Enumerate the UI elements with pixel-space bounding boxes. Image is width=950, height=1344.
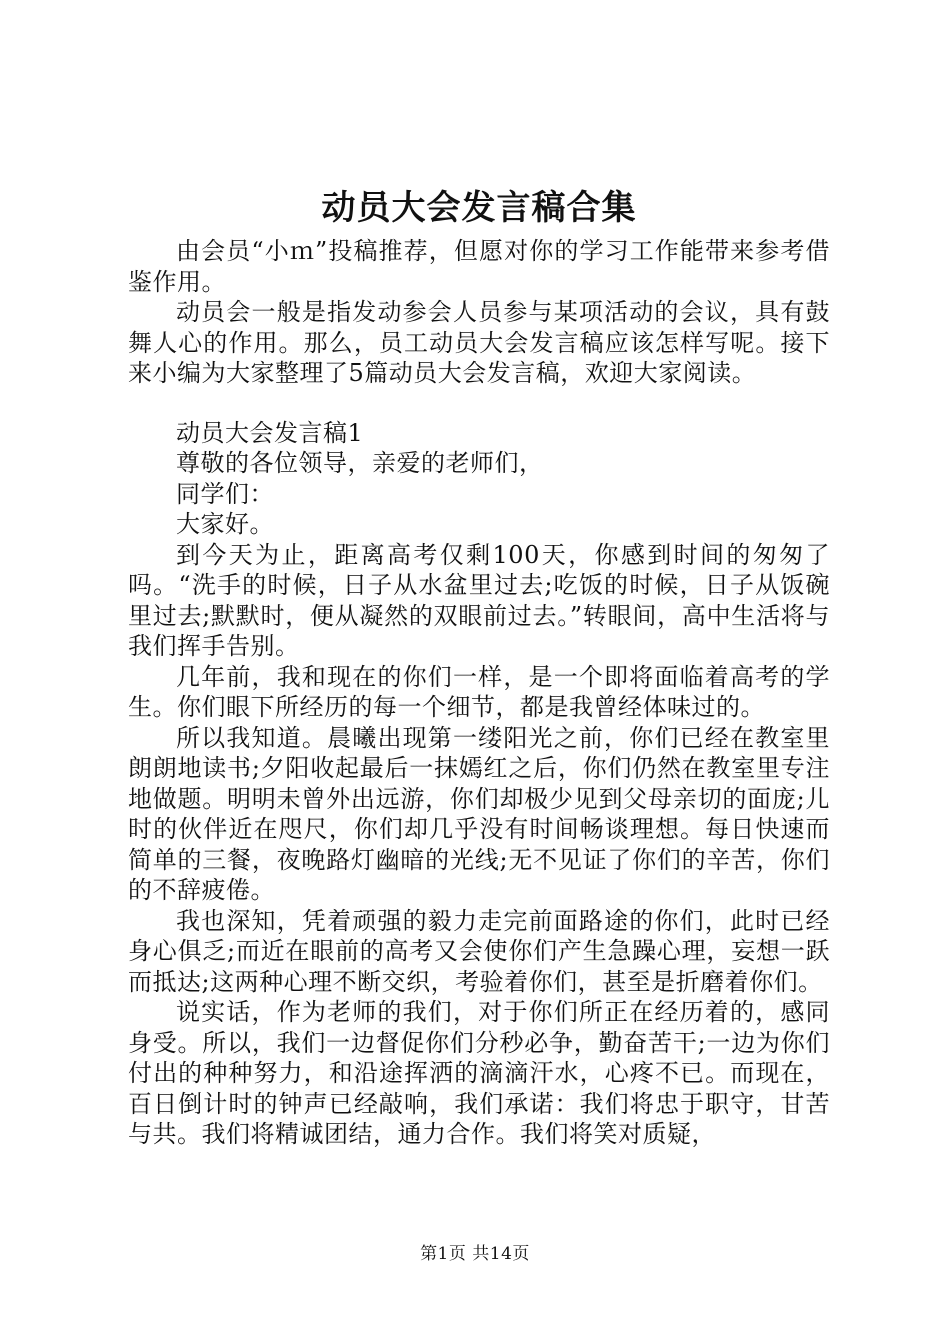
- document-title: 动员大会发言稿合集: [321, 188, 637, 228]
- paragraph-i-understand: 我也深知，凭着顽强的毅力走完前面路途的你们，此时已经身心俱乏;而近在眼前的高考又会使你们产生急躁心理，妄想一跃而抵达;这两种心理不断交织，考验着你们，甚至是折磨着你们。: [128, 906, 830, 996]
- paragraph-i-know: 所以我知道。晨曦出现第一缕阳光之前，你们已经在教室里朗朗地读书;夕阳收起最后一抹嫣红之后，你们仍然在教室里专注地做题。明明未曾外出远游，你们却极少见到父母亲切的面庞;儿时的伙伴近在咫尺，你们却几乎没有时间畅谈理想。每日快速而简单的三餐，夜晚路灯幽暗的光线;无不见证了你们的辛苦，你们的不辞疲倦。: [128, 723, 830, 904]
- page-footer: 第1页 共14页: [420, 1244, 530, 1264]
- paragraph-intro-recommendation: 由会员“小ｍ”投稿推荐，但愿对你的学习工作能带来参考借鉴作用。: [128, 237, 830, 296]
- section-heading-speech-1: 动员大会发言稿1: [176, 418, 364, 447]
- paragraph-100-days: 到今天为止，距离高考仅剩100天，你感到时间的匆匆了吗。“洗手的时候，日子从水盆里过去;吃饭的时候，日子从饭碗里过去;默默时，便从凝然的双眼前过去。”转眼间，高中生活将与我们挥手告别。: [128, 540, 830, 660]
- paragraph-teachers-promise: 说实话，作为老师的我们，对于你们所正在经历着的，感同身受。所以，我们一边督促你们分秒必争，勤奋苦干;一边为你们付出的种种努力，和沿途挥洒的滴滴汗水，心疼不已。而现在，百日倒计时的钟声已经敲响，我们承诺：我们将忠于职守，甘苦与共。我们将精诚团结，通力合作。我们将笑对质疑，: [128, 998, 830, 1148]
- salutation-students: 同学们：: [176, 479, 274, 508]
- salutation-leaders-teachers: 尊敬的各位领导，亲爱的老师们，: [176, 449, 544, 477]
- paragraph-years-ago: 几年前，我和现在的你们一样，是一个即将面临着高考的学生。你们眼下所经历的每一个细节，都是我曾经体味过的。: [128, 662, 830, 721]
- paragraph-intro-description: 动员会一般是指发动参会人员参与某项活动的会议，具有鼓舞人心的作用。那么，员工动员大会发言稿应该怎样写呢。接下来小编为大家整理了5篇动员大会发言稿，欢迎大家阅读。: [128, 298, 830, 387]
- greeting: 大家好。: [176, 510, 274, 538]
